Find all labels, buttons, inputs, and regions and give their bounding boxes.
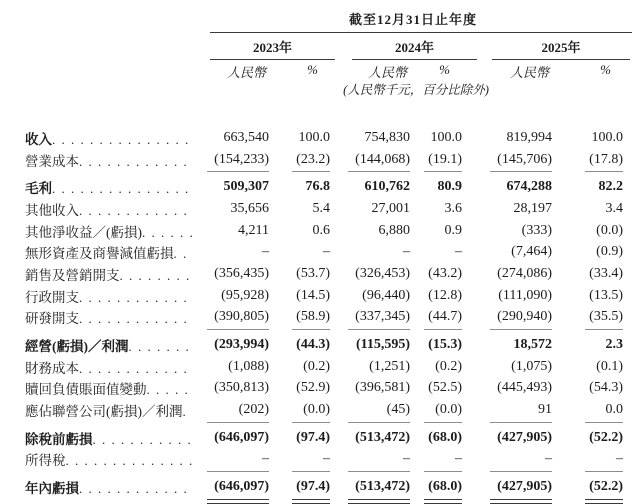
- row-label-text: 行政開支: [25, 289, 79, 305]
- cell-value: (513,472): [355, 479, 410, 495]
- cell-value: 674,288: [506, 179, 552, 195]
- cell-value: (95,928): [221, 287, 269, 303]
- leader-dots: [79, 311, 192, 327]
- cell-value: (0.9): [596, 244, 623, 260]
- cell-value: (7,464): [511, 244, 552, 260]
- year-header-2023: 2023年: [210, 37, 335, 60]
- row-label: [25, 177, 192, 197]
- column-rule: [585, 471, 623, 472]
- leader-dots: [129, 339, 193, 355]
- cell-value: (23.2): [296, 151, 330, 167]
- cell-value: (144,068): [355, 151, 410, 167]
- cell-value: –: [262, 451, 269, 467]
- column-rule: [292, 471, 330, 472]
- leader-dots: [174, 246, 193, 262]
- table-row: [25, 378, 623, 400]
- row-label: [25, 242, 192, 262]
- cell-value: (52.2): [589, 479, 623, 495]
- leader-dots: [120, 268, 193, 284]
- cell-value: (52.2): [589, 429, 623, 445]
- currency-header-2023: 人民幣: [226, 65, 266, 80]
- cell-value: (646,097): [214, 479, 269, 495]
- table-row: [25, 220, 623, 242]
- single-rule-row: [25, 328, 623, 334]
- leader-dots: [142, 225, 192, 241]
- currency-header-2024: 人民幣: [367, 65, 407, 80]
- row-label-text: 其他收入: [25, 202, 79, 218]
- table-row: [25, 449, 623, 471]
- year-header-2024: 2024年: [352, 37, 477, 60]
- leader-dots: [147, 382, 193, 398]
- table-row: [25, 356, 623, 378]
- column-rule: [490, 329, 552, 330]
- column-rule: [348, 471, 410, 472]
- column-rule: [490, 499, 552, 504]
- cell-value: (68.0): [428, 479, 462, 495]
- cell-value: 76.8: [305, 179, 330, 195]
- cell-value: (54.3): [589, 380, 623, 396]
- cell-value: (356,435): [214, 265, 269, 281]
- column-rule: [292, 499, 330, 504]
- leader-dots: [93, 432, 193, 448]
- column-rule: [292, 422, 330, 423]
- cell-value: (154,233): [214, 151, 269, 167]
- row-label: [25, 264, 192, 284]
- cell-value: (274,086): [497, 265, 552, 281]
- cell-value: –: [455, 451, 462, 467]
- cell-value: –: [323, 244, 330, 260]
- percent-header-2023: %: [307, 62, 318, 77]
- cell-value: (13.5): [589, 287, 623, 303]
- cell-value: (513,472): [355, 429, 410, 445]
- cell-value: 18,572: [513, 337, 552, 353]
- cell-value: (97.4): [296, 479, 330, 495]
- cell-value: (53.7): [296, 265, 330, 281]
- cell-value: (145,706): [497, 151, 552, 167]
- row-label: [25, 286, 192, 306]
- row-label: [25, 477, 192, 497]
- column-rule: [207, 329, 269, 330]
- row-label: [25, 378, 192, 398]
- row-label-text: 除稅前虧損: [25, 431, 93, 447]
- cell-value: –: [323, 451, 330, 467]
- cell-value: 2.3: [605, 337, 623, 353]
- cell-value: (115,595): [355, 337, 410, 353]
- column-rule: [424, 499, 462, 504]
- cell-value: (14.5): [296, 287, 330, 303]
- row-label-text: 經營(虧損)／利潤: [25, 339, 129, 355]
- row-label-text: 銷售及營銷開支: [25, 267, 120, 283]
- column-rule: [292, 171, 330, 172]
- double-rule-row: [25, 498, 623, 504]
- column-rule: [207, 499, 269, 504]
- row-label-text: 所得稅: [25, 453, 66, 469]
- column-rule: [490, 471, 552, 472]
- cell-value: (350,813): [214, 380, 269, 396]
- cell-value: 4,211: [238, 222, 269, 238]
- percent-header-2024: %: [439, 62, 450, 77]
- cell-value: (1,251): [369, 358, 410, 374]
- column-rule: [348, 499, 410, 504]
- table-row: [25, 399, 623, 421]
- label-column-spacer: [25, 62, 192, 81]
- cell-value: (390,805): [214, 309, 269, 325]
- cell-value: 28,197: [513, 200, 552, 216]
- year-header-2025: 2025年: [492, 37, 630, 60]
- cell-value: (0.2): [303, 358, 330, 374]
- table-row: [25, 241, 623, 263]
- column-rule: [292, 329, 330, 330]
- cell-value: (52.9): [296, 380, 330, 396]
- leader-dots: [79, 203, 192, 219]
- column-rule: [348, 171, 410, 172]
- leader-dots: [79, 361, 192, 377]
- cell-value: 27,001: [371, 200, 410, 216]
- table-rows: [25, 127, 623, 504]
- cell-value: –: [455, 244, 462, 260]
- cell-value: (427,905): [497, 479, 552, 495]
- cell-value: (111,090): [498, 287, 552, 303]
- cell-value: 80.9: [437, 179, 462, 195]
- table-row: [25, 198, 623, 220]
- table-row: [25, 285, 623, 307]
- row-label: [25, 428, 192, 448]
- table-row: [25, 263, 623, 285]
- period-header-rule: [210, 32, 632, 33]
- cell-value: (0.0): [435, 402, 462, 418]
- column-rule: [207, 422, 269, 423]
- cell-value: (96,440): [362, 287, 410, 303]
- leader-dots: [183, 404, 193, 420]
- row-label: [25, 400, 192, 420]
- cell-value: (1,075): [511, 358, 552, 374]
- leader-dots: [79, 481, 192, 497]
- cell-value: (97.4): [296, 429, 330, 445]
- row-label-text: 財務成本: [25, 360, 79, 376]
- column-rule: [207, 471, 269, 472]
- leader-dots: [52, 132, 192, 148]
- column-rule: [490, 171, 552, 172]
- cell-value: (0.1): [596, 358, 623, 374]
- column-rule: [585, 329, 623, 330]
- row-label-text: 其他淨收益／(虧損): [25, 224, 142, 240]
- column-subheader-row: [25, 62, 623, 81]
- column-rule: [424, 329, 462, 330]
- column-rule: [585, 171, 623, 172]
- cell-value: (68.0): [428, 429, 462, 445]
- cell-value: 82.2: [598, 179, 623, 195]
- cell-value: 3.6: [444, 200, 462, 216]
- cell-value: –: [545, 451, 552, 467]
- row-label: [25, 221, 192, 241]
- cell-value: (17.8): [589, 151, 623, 167]
- column-rule: [585, 499, 623, 504]
- cell-value: (19.1): [428, 151, 462, 167]
- cell-value: (293,994): [214, 337, 269, 353]
- table-row: [25, 476, 623, 498]
- table-row: [25, 176, 623, 198]
- cell-value: (44.3): [296, 337, 330, 353]
- row-label-text: 贖回負債賬面值變動: [25, 382, 147, 398]
- row-label-text: 收入: [25, 131, 52, 147]
- cell-value: (58.9): [296, 309, 330, 325]
- cell-value: (33.4): [589, 265, 623, 281]
- cell-value: 0.0: [605, 402, 623, 418]
- row-label-text: 營業成本: [25, 153, 79, 169]
- cell-value: 0.9: [444, 222, 462, 238]
- cell-value: (15.3): [428, 337, 462, 353]
- leader-dots: [79, 154, 192, 170]
- cell-value: (333): [521, 222, 552, 238]
- single-rule-row: [25, 421, 623, 427]
- single-rule-row: [25, 470, 623, 476]
- column-rule: [348, 422, 410, 423]
- cell-value: 663,540: [223, 129, 269, 145]
- cell-value: 0.6: [312, 222, 330, 238]
- cell-value: (43.2): [428, 265, 462, 281]
- cell-value: (326,453): [355, 265, 410, 281]
- cell-value: (202): [238, 402, 269, 418]
- cell-value: (44.7): [428, 309, 462, 325]
- column-rule: [348, 329, 410, 330]
- cell-value: –: [403, 451, 410, 467]
- row-label-text: 毛利: [25, 181, 52, 197]
- row-label: [25, 335, 192, 355]
- column-rule: [585, 422, 623, 423]
- unit-note: (人民幣千元，百分比除外): [343, 83, 489, 97]
- row-label: [25, 199, 192, 219]
- row-label: [25, 449, 192, 469]
- cell-value: (52.5): [428, 380, 462, 396]
- leader-dots: [52, 181, 192, 197]
- cell-value: 100.0: [298, 129, 330, 145]
- row-label: [25, 357, 192, 377]
- table-row: [25, 307, 623, 329]
- cell-value: 819,994: [506, 129, 552, 145]
- cell-value: –: [403, 244, 410, 260]
- cell-value: 91: [538, 402, 552, 418]
- cell-value: 100.0: [591, 129, 623, 145]
- cell-value: 610,762: [364, 179, 410, 195]
- cell-value: (0.0): [303, 402, 330, 418]
- cell-value: 6,880: [378, 222, 410, 238]
- row-label-text: 無形資產及商譽減值虧損: [25, 246, 174, 262]
- column-rule: [207, 171, 269, 172]
- cell-value: (646,097): [214, 429, 269, 445]
- cell-value: 35,656: [230, 200, 269, 216]
- row-label-text: 研發開支: [25, 311, 79, 327]
- column-rule: [490, 422, 552, 423]
- cell-value: –: [262, 244, 269, 260]
- column-rule: [424, 171, 462, 172]
- cell-value: 754,830: [364, 129, 410, 145]
- cell-value: –: [616, 451, 623, 467]
- row-label-text: 年內虧損: [25, 481, 79, 497]
- leader-dots: [66, 453, 193, 469]
- table-row: [25, 334, 623, 356]
- cell-value: (0.0): [596, 222, 623, 238]
- table-row: [25, 127, 623, 149]
- cell-value: (1,088): [228, 358, 269, 374]
- row-label-text: 應佔聯營公司(虧損)／利潤: [25, 404, 183, 420]
- cell-value: (12.8): [428, 287, 462, 303]
- cell-value: (337,345): [355, 309, 410, 325]
- table-row: [25, 427, 623, 449]
- period-header: 截至12月31日止年度: [348, 12, 478, 27]
- cell-value: (45): [386, 402, 410, 418]
- cell-value: (35.5): [589, 309, 623, 325]
- leader-dots: [79, 290, 192, 306]
- cell-value: (445,493): [497, 380, 552, 396]
- cell-value: 100.0: [430, 129, 462, 145]
- cell-value: 5.4: [312, 200, 330, 216]
- cell-value: (290,940): [497, 309, 552, 325]
- row-label: [25, 128, 192, 148]
- single-rule-row: [25, 170, 623, 176]
- currency-header-2025: 人民幣: [509, 65, 549, 80]
- row-label: [25, 307, 192, 327]
- cell-value: (427,905): [497, 429, 552, 445]
- cell-value: (396,581): [355, 380, 410, 396]
- cell-value: 3.4: [605, 200, 623, 216]
- cell-value: 509,307: [223, 179, 269, 195]
- table-row: [25, 149, 623, 171]
- column-rule: [424, 422, 462, 423]
- row-label: [25, 150, 192, 170]
- column-rule: [424, 471, 462, 472]
- percent-header-2025: %: [600, 62, 611, 77]
- cell-value: (0.2): [435, 358, 462, 374]
